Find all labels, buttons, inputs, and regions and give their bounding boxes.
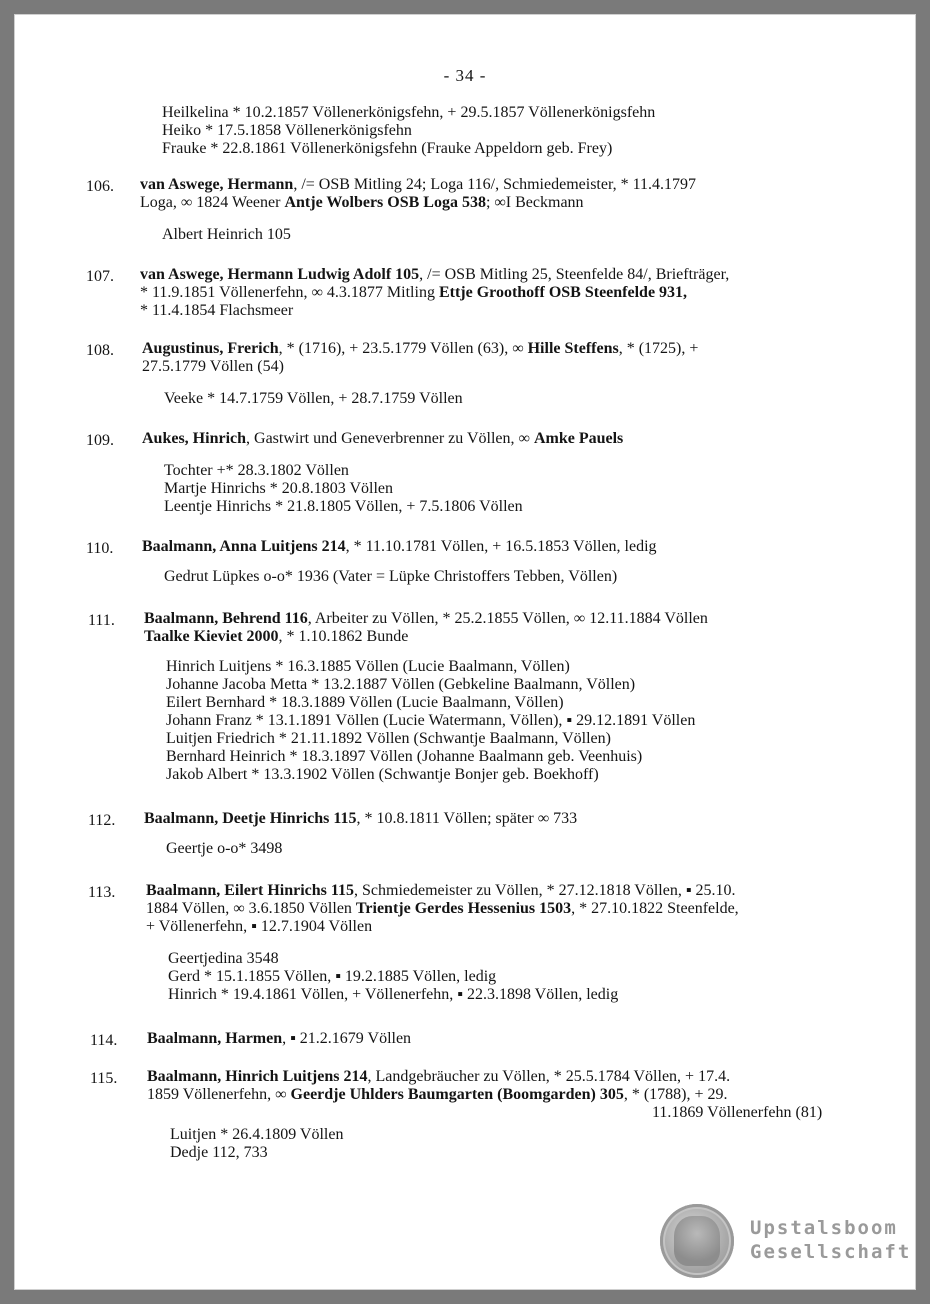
entry-detail: ; ∞I Beckmann xyxy=(485,194,584,211)
person-name: van Aswege, Hermann Ludwig Adolf 105 xyxy=(140,266,420,283)
child-line: Luitjen * 26.4.1809 Völlen xyxy=(170,1126,344,1143)
child-line: Jakob Albert * 13.3.1902 Völlen (Schwantje Bonjer geb. Boekhoff) xyxy=(166,766,599,783)
child-line: Bernhard Heinrich * 18.3.1897 Völlen (Johanne Baalmann geb. Veenhuis) xyxy=(166,748,643,765)
person-name: Baalmann, Harmen xyxy=(147,1030,283,1047)
entry-detail: 27.5.1779 Völlen (54) xyxy=(142,358,284,375)
entry-text-line xyxy=(140,176,696,194)
society-seal-logo xyxy=(660,1204,734,1278)
child-line: Frauke * 22.8.1861 Völlenerkönigsfehn (Frauke Appeldorn geb. Frey) xyxy=(162,140,613,157)
brand-line-1: Upstalsboom xyxy=(750,1217,898,1239)
child-line: Johanne Jacoba Metta * 13.2.1887 Völlen (Gebkeline Baalmann, Völlen) xyxy=(166,676,636,693)
entry-text-line xyxy=(652,1104,822,1122)
child-line: Dedje 112, 733 xyxy=(170,1144,268,1161)
child-line: Johann Franz * 13.1.1891 Völlen (Lucie Watermann, Völlen), ▪ 29.12.1891 Völlen xyxy=(166,712,696,729)
child-line: Martje Hinrichs * 20.8.1803 Völlen xyxy=(164,480,394,497)
child-line: Heiko * 17.5.1858 Völlenerkönigsfehn xyxy=(162,122,412,139)
entry-number: 111. xyxy=(88,612,115,629)
person-name: Baalmann, Anna Luitjens 214 xyxy=(142,538,346,555)
entry-text-line xyxy=(147,1030,411,1048)
entry-number: 108. xyxy=(86,342,114,359)
child-line: Hinrich Luitjens * 16.3.1885 Völlen (Lucie Baalmann, Völlen) xyxy=(166,658,570,675)
entry-number: 106. xyxy=(86,178,114,195)
entry-detail: + Völlenerfehn, ▪ 12.7.1904 Völlen xyxy=(146,918,373,935)
person-name: Antje Wolbers OSB Loga 538 xyxy=(284,194,486,211)
child-line: Leentje Hinrichs * 21.8.1805 Völlen, + 7.5.1806 Völlen xyxy=(164,498,523,515)
child-line: Veeke * 14.7.1759 Völlen, + 28.7.1759 Völlen xyxy=(164,390,463,407)
entry-detail: , /= OSB Mitling 25, Steenfelde 84/, Briefträger, xyxy=(419,266,730,283)
entry-detail: 1884 Völlen, ∞ 3.6.1850 Völlen xyxy=(146,900,356,917)
child-line: Geertjedina 3548 xyxy=(168,950,279,967)
entry-detail: , * 1.10.1862 Bunde xyxy=(278,628,409,645)
entry-detail: 1859 Völlenerfehn, ∞ xyxy=(147,1086,291,1103)
entry-detail: Loga, ∞ 1824 Weener xyxy=(140,194,285,211)
person-name: Trientje Gerdes Hessenius 1503 xyxy=(355,900,572,917)
society-brand xyxy=(750,1216,911,1264)
person-name: Amke Pauels xyxy=(533,430,624,447)
entry-detail: * 11.9.1851 Völlenerfehn, ∞ 4.3.1877 Mitling xyxy=(140,284,439,301)
child-line: Albert Heinrich 105 xyxy=(162,226,291,243)
entry-detail: 11.1869 Völlenerfehn (81) xyxy=(652,1104,823,1121)
entry-number: 114. xyxy=(90,1032,118,1049)
entry-text-line xyxy=(142,430,623,448)
child-line: Hinrich * 19.4.1861 Völlen, + Völlenerfehn, ▪ 22.3.1898 Völlen, ledig xyxy=(168,986,619,1003)
entry-text-line xyxy=(146,882,736,900)
entry-detail: , * (1788), + 29. xyxy=(623,1086,728,1103)
child-line: Geertje o-o* 3498 xyxy=(166,840,283,857)
entry-text-line xyxy=(146,900,739,918)
child-line: Gedrut Lüpkes o-o* 1936 (Vater = Lüpke Christoffers Tebben, Völlen) xyxy=(164,568,618,585)
entry-detail: , * (1725), + xyxy=(618,340,699,357)
entry-detail: , * (1716), + 23.5.1779 Völlen (63), ∞ xyxy=(278,340,528,357)
entry-detail: , Arbeiter zu Völlen, * 25.2.1855 Völlen, ∞ 12.11.1884 Völlen xyxy=(307,610,708,627)
entry-detail: , Schmiedemeister zu Völlen, * 27.12.1818 Völlen, ▪ 25.10. xyxy=(354,882,736,899)
entry-detail: , ▪ 21.2.1679 Völlen xyxy=(282,1030,412,1047)
entry-text-line xyxy=(142,358,284,376)
entry-text-line xyxy=(144,628,408,646)
entry-text-line xyxy=(140,284,687,302)
person-name: Hille Steffens xyxy=(527,340,619,357)
entry-text-line xyxy=(144,810,577,828)
person-name: Baalmann, Hinrich Luitjens 214 xyxy=(147,1068,368,1085)
person-name: Ettje Groothoff OSB Steenfelde 931, xyxy=(438,284,688,301)
entry-number: 115. xyxy=(90,1070,118,1087)
person-name: Baalmann, Eilert Hinrichs 115 xyxy=(146,882,355,899)
entry-text-line xyxy=(140,194,584,212)
entry-detail: , Gastwirt und Geneverbrenner zu Völlen, ∞ xyxy=(246,430,534,447)
child-line: Eilert Bernhard * 18.3.1889 Völlen (Lucie Baalmann, Völlen) xyxy=(166,694,564,711)
entry-detail: * 11.4.1854 Flachsmeer xyxy=(140,302,294,319)
entry-detail: , /= OSB Mitling 24; Loga 116/, Schmiedemeister, * 11.4.1797 xyxy=(293,176,697,193)
person-name: Taalke Kieviet 2000 xyxy=(144,628,279,645)
person-name: Baalmann, Behrend 116 xyxy=(144,610,308,627)
person-name: Aukes, Hinrich xyxy=(142,430,247,447)
entry-number: 112. xyxy=(88,812,116,829)
entry-text-line xyxy=(142,340,698,358)
entry-text-line xyxy=(140,302,293,320)
person-name: Augustinus, Frerich xyxy=(142,340,279,357)
entry-detail: , * 10.8.1811 Völlen; später ∞ 733 xyxy=(356,810,578,827)
entry-text-line xyxy=(147,1068,730,1086)
entry-number: 109. xyxy=(86,432,114,449)
brand-line-2: Gesellschaft xyxy=(750,1241,912,1263)
child-line: Luitjen Friedrich * 21.11.1892 Völlen (Schwantje Baalmann, Völlen) xyxy=(166,730,611,747)
entry-text-line xyxy=(147,1086,728,1104)
entry-detail: , Landgebräucher zu Völlen, * 25.5.1784 Völlen, + 17.4. xyxy=(367,1068,731,1085)
person-name: van Aswege, Hermann xyxy=(140,176,294,193)
child-line: Heilkelina * 10.2.1857 Völlenerkönigsfehn, + 29.5.1857 Völlenerkönigsfehn xyxy=(162,104,656,121)
entry-text-line xyxy=(146,918,372,936)
entry-detail: , * 11.10.1781 Völlen, + 16.5.1853 Völlen, ledig xyxy=(345,538,657,555)
child-line: Tochter +* 28.3.1802 Völlen xyxy=(164,462,349,479)
seal-figure xyxy=(674,1216,720,1266)
child-line: Gerd * 15.1.1855 Völlen, ▪ 19.2.1885 Völlen, ledig xyxy=(168,968,497,985)
entry-number: 107. xyxy=(86,268,114,285)
entry-text-line xyxy=(144,610,708,628)
entry-text-line xyxy=(142,538,657,556)
entry-number: 110. xyxy=(86,540,114,557)
person-name: Baalmann, Deetje Hinrichs 115 xyxy=(144,810,357,827)
person-name: Geerdje Uhlders Baumgarten (Boomgarden) 305 xyxy=(290,1086,624,1103)
entry-detail: , * 27.10.1822 Steenfelde, xyxy=(571,900,739,917)
page-number: - 34 - xyxy=(443,66,487,85)
entry-number: 113. xyxy=(88,884,116,901)
entry-text-line xyxy=(140,266,729,284)
